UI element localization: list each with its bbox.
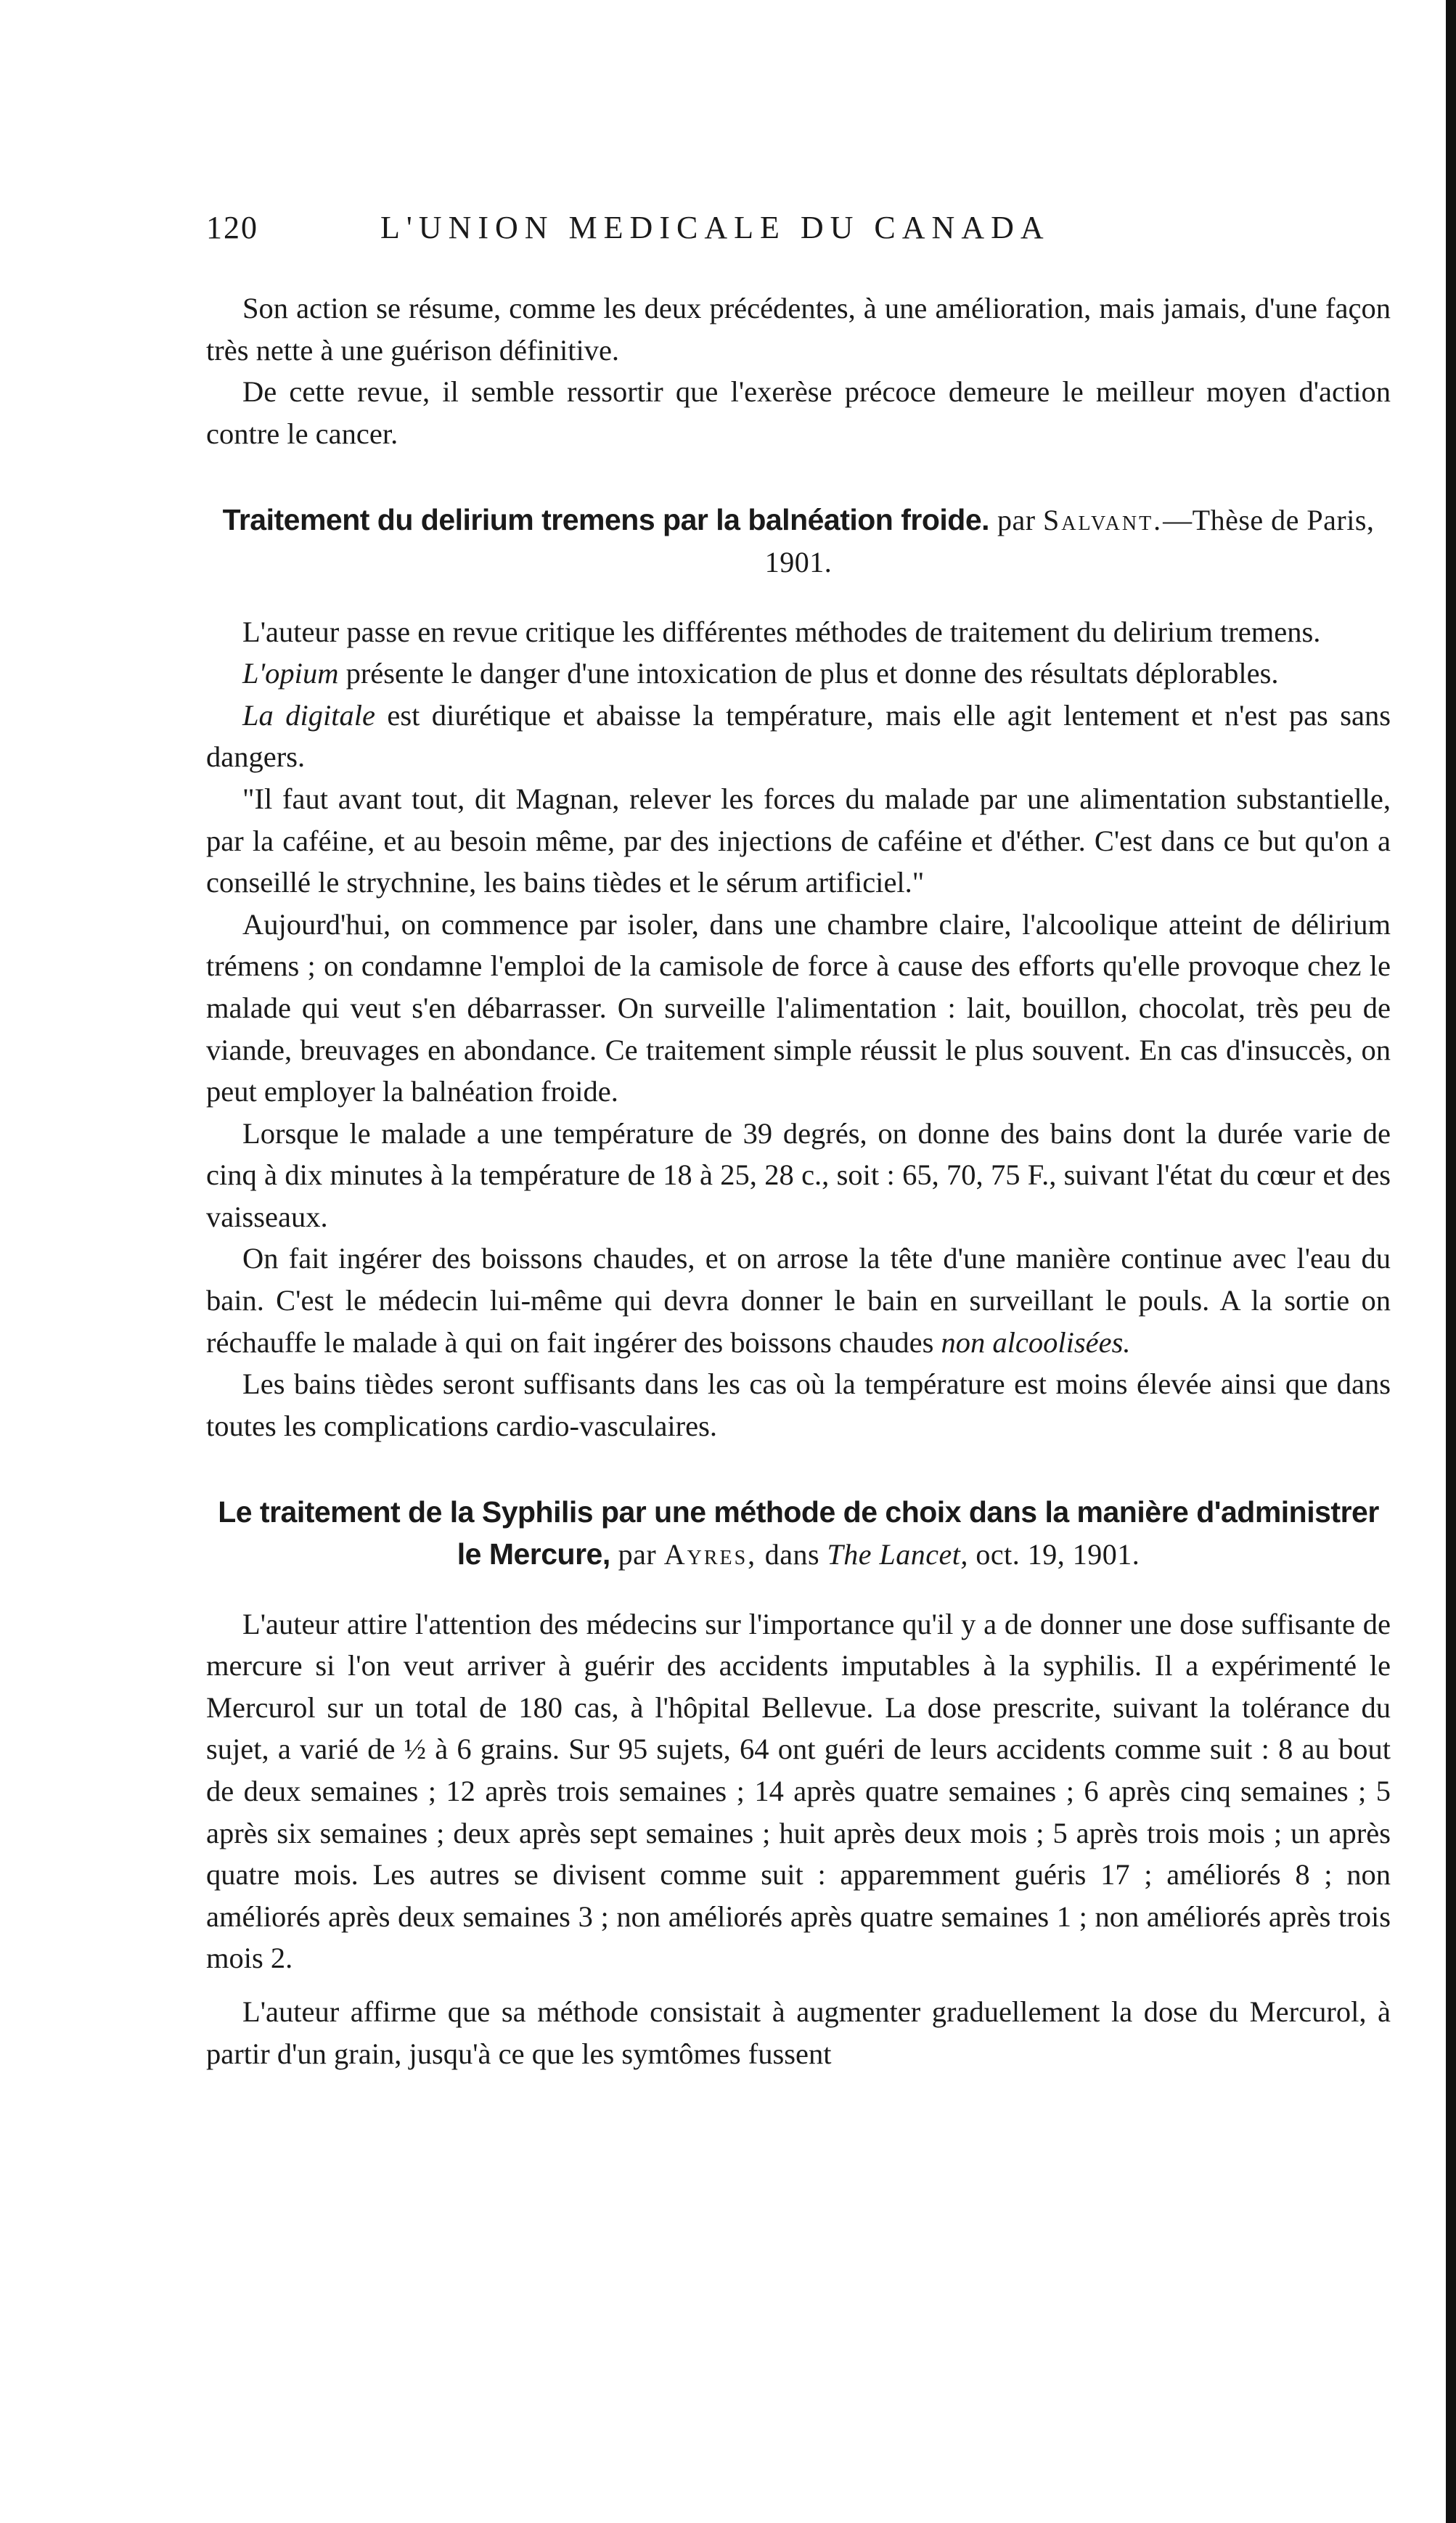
italic-term: L'opium: [242, 657, 339, 690]
article-1-source: —Thèse de Paris, 1901.: [764, 504, 1375, 578]
page-number: 120: [206, 210, 258, 245]
byline-mid: dans: [764, 1538, 820, 1571]
byline-prefix: par: [997, 504, 1036, 537]
running-head: [206, 209, 1391, 260]
journal-title: L'UNION MEDICALE DU CANADA: [380, 210, 1050, 245]
paragraph-text: On fait ingérer des boissons chaudes, et on arrose la tête d'une manière continue avec l'eau du bain. C'est le médecin lui-même qui devra donner le bain en surveillant le pouls. A la sortie on réchauffe le malade à qui on fait ingérer des boissons chaudes: [206, 1242, 1391, 1359]
article-1-paragraph-6: Lorsque le malade a une température de 39 degrés, on donne des bains dont la durée varie de cinq à dix minutes à la température de 18 à 25, 28 c., soit : 65, 70, 75 F., suivant l'état du cœur et des vaisseaux.: [206, 1116, 1391, 1233]
intro-paragraph-2: De cette revue, il semble ressortir que l'exerèse précoce demeure le meilleur moyen d'action contre le cancer.: [206, 375, 1391, 450]
article-1-title: Traitement du delirium tremens par la balnéation froide.: [222, 503, 990, 537]
article-1-heading: [206, 499, 1391, 583]
byline-prefix: par: [618, 1538, 657, 1571]
article-1-paragraph-7: [206, 1238, 1391, 1363]
article-1-paragraph-3: [206, 695, 1391, 778]
article-2-paragraph-2: L'auteur affirme que sa méthode consistait à augmenter graduellement la dose du Mercurol, à partir d'un grain, jusqu'à ce que les symtômes fussent: [206, 1995, 1391, 2070]
article-2-paragraph-1: L'auteur attire l'attention des médecins sur l'importance qu'il y a de donner une dose suffisante de mercure si l'on veut arriver à guérir des accidents imputables à la syphilis. Il a expérimenté le Mercurol sur un total de 180 cas, à l'hôpital Bellevue. La dose prescrite, suivant la tolérance du sujet, a varié de ½ à 6 grains. Sur 95 sujets, 64 ont guéri de leurs accidents comme suit : 8 au bout de deux semaines ; 12 après trois semaines ; 14 après quatre semaines ; 6 après cinq semaines ; 5 après six semaines ; deux après sept semaines ; huit après deux mois ; 5 après trois mois ; un après quatre mois. Les autres se divisent comme suit : apparemment guéris 17 ; améliorés 8 ; non améliorés après deux semaines 3 ; non améliorés après quatre semaines 1 ; non améliorés après trois mois 2.: [206, 1607, 1391, 1975]
page: [206, 209, 1391, 2074]
article-1-paragraph-2: [206, 653, 1391, 695]
article-2-title: Le traitement de la Syphilis par une méthode de choix dans la manière d'administrer le Mercure,: [218, 1495, 1379, 1571]
article-2-heading: [206, 1492, 1391, 1575]
intro-paragraph-1: Son action se résume, comme les deux précédentes, à une amélioration, mais jamais, d'une façon très nette à une guérison définitive.: [206, 292, 1391, 367]
paragraph-text: est diurétique et abaisse la température, mais elle agit lentement et n'est pas sans dangers.: [206, 698, 1391, 774]
italic-term: La digitale: [242, 698, 375, 732]
article-1-paragraph-1: L'auteur passe en revue critique les différentes méthodes de traitement du delirium tremens.: [242, 615, 1321, 648]
article-1-paragraph-5: Aujourd'hui, on commence par isoler, dans une chambre claire, l'alcoolique atteint de délirium trémens ; on condamne l'emploi de la camisole de force à cause des efforts qu'elle provoque chez le malade qui veut s'en débarrasser. On surveille l'alimentation : lait, bouillon, chocolat, très peu de viande, breuvages en abondance. Ce traitement simple réussit le plus souvent. En cas d'insuccès, on peut employer la balnéation froide.: [206, 907, 1391, 1108]
article-1-paragraph-8: Les bains tièdes seront suffisants dans les cas où la température est moins élevée ainsi que dans toutes les complications cardio-vasculaires.: [206, 1367, 1391, 1442]
article-1-author: Salvant.: [1043, 504, 1163, 537]
article-2-byline: [618, 1538, 1140, 1571]
italic-term: non alcoolisées.: [941, 1325, 1131, 1359]
article-2-journal: The Lancet,: [827, 1538, 968, 1571]
article-2-author: Ayres,: [663, 1538, 758, 1571]
article-2-date: oct. 19, 1901.: [976, 1538, 1140, 1571]
paragraph-text: présente le danger d'une intoxication de plus et donne des résultats déplorables.: [338, 657, 1279, 690]
article-1-paragraph-4: "Il faut avant tout, dit Magnan, relever les forces du malade par une alimentation substantielle, par la caféine, et au besoin même, par des injections de caféine et d'éther. C'est dans ce but qu'on a conseillé le strychnine, les bains tièdes et le sérum artificiel.": [206, 782, 1391, 899]
page-edge-shadow: [1446, 0, 1456, 2523]
